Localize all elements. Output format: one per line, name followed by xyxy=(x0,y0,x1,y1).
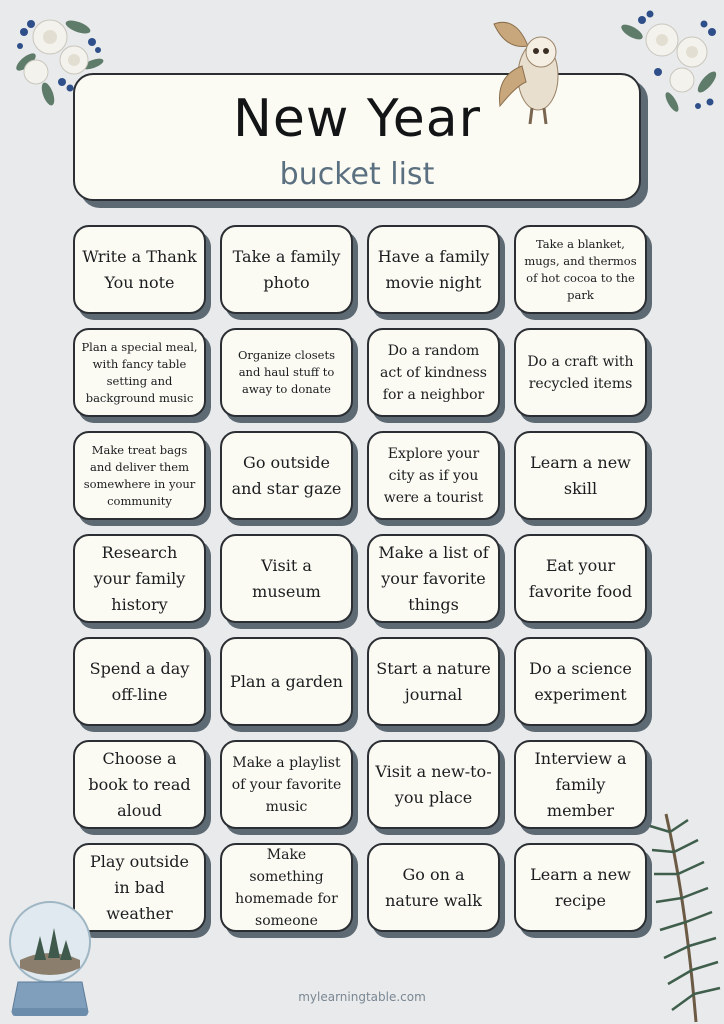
bucket-item: Make something homemade for someone xyxy=(220,843,353,932)
bucket-item: Research your family history xyxy=(73,534,206,623)
bucket-item: Learn a new skill xyxy=(514,431,647,520)
page-subtitle: bucket list xyxy=(279,157,435,192)
bucket-item: Have a family movie night xyxy=(367,225,500,314)
bucket-item: Do a random act of kindness for a neighbor xyxy=(367,328,500,417)
bucket-item: Do a science experiment xyxy=(514,637,647,726)
bucket-item: Visit a new-to-you place xyxy=(367,740,500,829)
bucket-item: Visit a museum xyxy=(220,534,353,623)
bucket-item: Go outside and star gaze xyxy=(220,431,353,520)
bucket-item: Plan a special meal, with fancy table setting and background music xyxy=(73,328,206,417)
bucket-item: Plan a garden xyxy=(220,637,353,726)
bucket-item: Choose a book to read aloud xyxy=(73,740,206,829)
bucket-item: Organize closets and haul stuff to away to donate xyxy=(220,328,353,417)
bucket-item: Do a craft with recycled items xyxy=(514,328,647,417)
page-title: New Year xyxy=(232,89,482,149)
bucket-item: Write a Thank You note xyxy=(73,225,206,314)
bucket-item: Start a nature journal xyxy=(367,637,500,726)
bucket-item: Go on a nature walk xyxy=(367,843,500,932)
bucket-item: Eat your favorite food xyxy=(514,534,647,623)
bucket-item: Make treat bags and deliver them somewhere in your community xyxy=(73,431,206,520)
bucket-list-grid xyxy=(73,225,648,937)
bucket-item: Play outside in bad weather xyxy=(73,843,206,932)
bucket-item: Learn a new recipe xyxy=(514,843,647,932)
bucket-item: Make a playlist of your favorite music xyxy=(220,740,353,829)
bucket-item: Take a family photo xyxy=(220,225,353,314)
bucket-item: Spend a day off-line xyxy=(73,637,206,726)
owl-icon xyxy=(486,16,562,130)
bucket-item: Make a list of your favorite things xyxy=(367,534,500,623)
bucket-item: Interview a family member xyxy=(514,740,647,829)
footer-credit: mylearningtable.com xyxy=(298,990,426,1004)
bucket-item: Explore your city as if you were a tourist xyxy=(367,431,500,520)
bucket-item: Take a blanket, mugs, and thermos of hot cocoa to the park xyxy=(514,225,647,314)
